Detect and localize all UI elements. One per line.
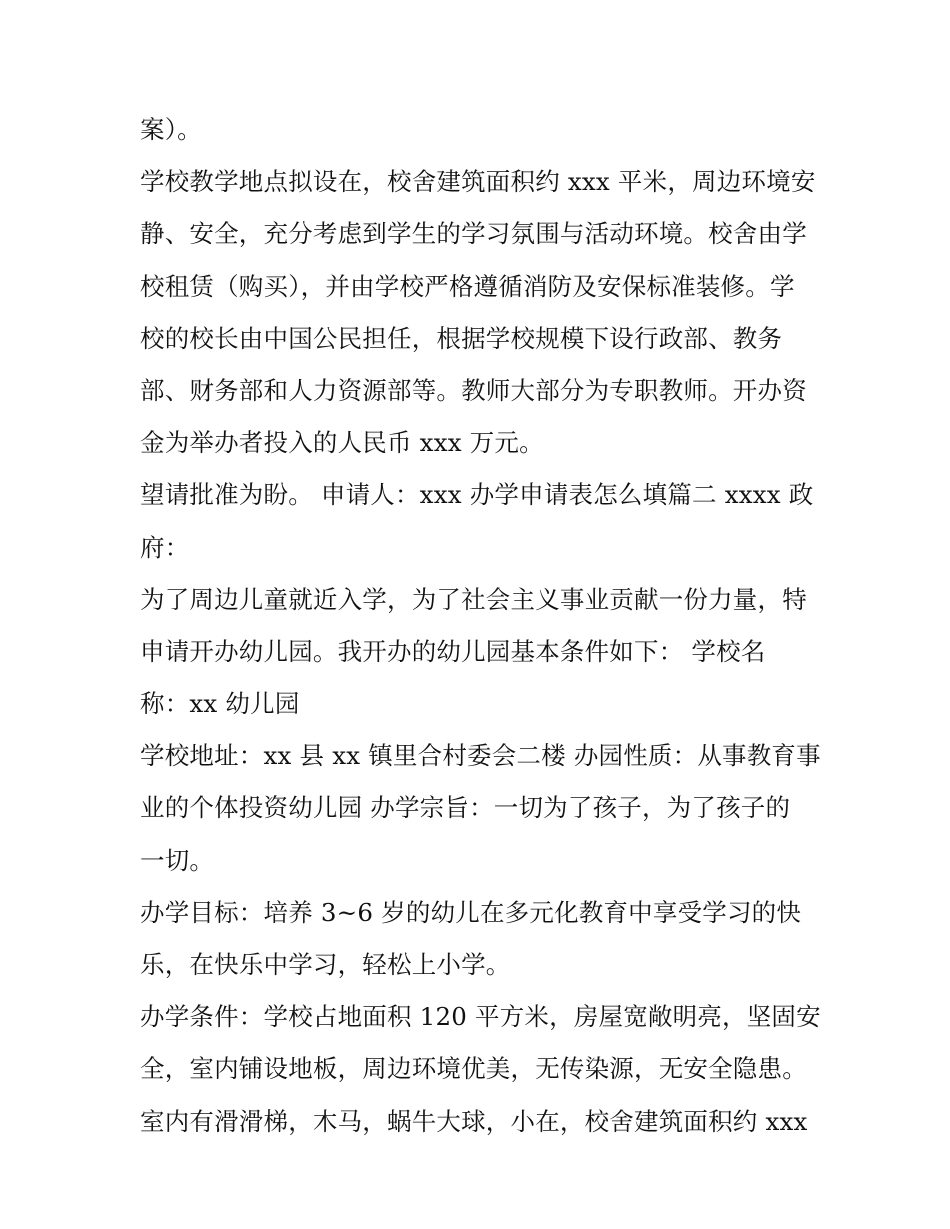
- text-line: 办学目标：培养 3~6 岁的幼儿在多元化教育中享受学习的快: [140, 897, 802, 927]
- text-line: 办学条件：学校占地面积 120 平方米，房屋宽敞明亮，坚固安: [140, 1002, 821, 1032]
- text-line: 校的校长由中国公民担任，根据学校规模下设行政部、教务: [140, 323, 783, 353]
- text-line: 业的个体投资幼儿园 办学宗旨：一切为了孩子，为了孩子的: [140, 793, 791, 823]
- text-line: 静、安全，充分考虑到学生的学习氛围与活动环境。校舍由学: [140, 219, 807, 249]
- text-line: 望请批准为盼。 申请人：xxx 办学申请表怎么填篇二 xxxx 政: [140, 480, 814, 510]
- text-line: 为了周边儿童就近入学，为了社会主义事业贡献一份力量，特: [140, 584, 807, 614]
- text-line: 校租赁（购买），并由学校严格遵循消防及安保标准装修。学: [140, 271, 795, 301]
- text-line: 申请开办幼儿园。我开办的幼儿园基本条件如下： 学校名: [140, 636, 766, 666]
- text-line: 称：xx 幼儿园: [140, 689, 300, 719]
- text-line: 案）。: [140, 115, 202, 144]
- document-body: [140, 104, 820, 1148]
- text-line: 乐，在快乐中学习，轻松上小学。: [140, 950, 511, 979]
- text-line: 学校地址：xx 县 xx 镇里合村委会二楼 办园性质：从事教育事: [140, 741, 821, 771]
- text-line: 府：: [140, 532, 190, 562]
- text-line: 金为举办者投入的人民币 xxx 万元。: [140, 428, 544, 458]
- text-line: 部、财务部和人力资源部等。教师大部分为专职教师。开办资: [140, 375, 807, 405]
- text-line: 室内有滑滑梯，木马，蜗牛大球，小在，校舍建筑面积约 xxx: [140, 1106, 808, 1136]
- text-line: 全，室内铺设地板，周边环境优美，无传染源，无安全隐患。: [140, 1054, 807, 1084]
- text-line: 一切。: [140, 845, 215, 875]
- text-line: 学校教学地点拟设在，校舍建筑面积约 xxx 平米，周边环境安: [140, 167, 816, 197]
